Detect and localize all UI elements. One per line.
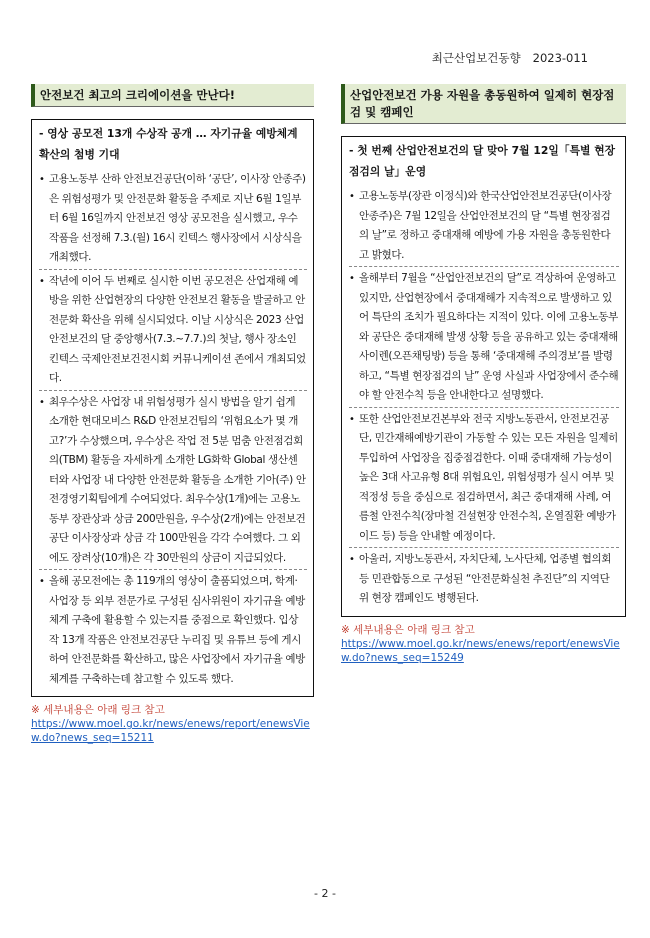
list-item: • 작년에 이어 두 번째로 실시한 이번 공모전은 산업재해 예방을 위한 산업현장의 다양한 안전보건 활동을 발굴하고 안전문화 확산을 위해 실시되었다. 이날 시상식은 2023 산업안전보건의 달 중앙행사(7.3.~7.7.)의 첫날, 행사 장소인 킨텍스 국제안전보건전시회 커뮤니케이션 존에서 개최되었다. — [39, 269, 307, 390]
right-article-box — [341, 136, 626, 617]
bullet-dot-icon: • — [349, 191, 355, 202]
bullet-dot-icon: • — [349, 554, 355, 565]
left-section-title: 안전보건 최고의 크리에이션을 만난다! — [31, 84, 314, 107]
right-section-title: 산업안전보건 가용 자원을 총동원하여 일제히 현장점검 및 캠페인 — [341, 84, 626, 124]
right-column — [341, 84, 626, 665]
right-bullet-list — [349, 185, 619, 610]
list-item: • 아울러, 지방노동관서, 자치단체, 노사단체, 업종별 협의회 등 민관합동으로 구성된 “안전문화실천 추진단”의 지역단위 현장 캠페인도 병행된다. — [349, 547, 619, 610]
page-header — [432, 50, 588, 66]
bullet-dot-icon: • — [39, 275, 45, 287]
bullet-dot-icon: • — [39, 396, 45, 408]
left-reference-link[interactable]: https://www.moel.go.kr/news/enews/report/enewsView.do?news_seq=15211 — [31, 718, 310, 744]
right-subtitle: - 첫 번째 산업안전보건의 달 맞아 7월 12일「특별 현장점검의 날」운영 — [349, 144, 616, 178]
header-issue: 2023-011 — [532, 51, 588, 65]
list-item: • 고용노동부 산하 안전보건공단(이하 ‘공단’, 이사장 안종주)은 위험성평가 및 안전문화 활동을 주제로 지난 6월 1일부터 6월 16일까지 안전보건 영상 공모전을 실시했고, 우수작품을 선정해 7.3.(월) 16시 킨텍스 행사장에서 시상식을 개최했다. — [39, 168, 307, 269]
page-number: - 2 - — [314, 887, 336, 900]
list-item: • 올해부터 7월을 “산업안전보건의 달”로 격상하여 운영하고 있지만, 산업현장에서 중대재해가 지속적으로 발생하고 있어 특단의 조치가 필요하다는 지적이 있다. 이에 고용노동부와 공단은 중대재해 발생 상황 등을 공유하고 있는 중대재해 사이렌(오픈채팅방) 등을 통해 ‘중대재해 주의경보’를 발령하고, “특별 현장점검의 날” 운영 사실과 사업장에서 준수해야 할 안전수칙 등을 안내한다고 설명했다. — [349, 266, 619, 407]
list-item: • 올해 공모전에는 총 119개의 영상이 출품되었으며, 학계·사업장 등 외부 전문가로 구성된 심사위원이 자기규율 예방체계 구축에 활용할 수 있는지를 중점으로 확인했다. 입상작 13개 작품은 안전보건공단 누리집 및 유튜브 등에 게시하여 안전문화를 확산하고, 많은 사업장에서 자기규율 예방체계를 구축하는데 참고할 수 있도록 했다. — [39, 569, 307, 690]
list-item: • 최우수상은 사업장 내 위험성평가 실시 방법을 알기 쉽게 소개한 현대모비스 R&D 안전보건팀의 ‘위험요소가 몇 개고?’가 수상했으며, 우수상은 작업 전 5분 멈춤 안전점검회의(TBM) 활동을 자세하게 소개한 LG화학 Global 생산센터와 사업장 내 다양한 안전문화 활동을 소개한 기아(주) 안전경영기획팀에게 수여되었다. 최우수상(1개)에는 고용노동부 장관상과 상금 200만원을, 우수상(2개)에는 안전보건공단 이사장상과 상금 각 100만원을 각각 수여했다. 그 외에도 장려상(10개)은 각 30만원의 상금이 지급되었다. — [39, 390, 307, 570]
left-article-box — [31, 119, 314, 697]
bullet-dot-icon: • — [39, 576, 45, 587]
list-item: • 또한 산업안전보건본부와 전국 지방노동관서, 안전보건공단, 민간재해예방기관이 가동할 수 있는 모든 자원을 일제히 투입하여 사업장을 집중점검한다. 이때 중대재해 가능성이 높은 3대 사고유형 8대 위험요인, 위험성평가 실시 여부 및 적정성 등을 중심으로 점검하면서, 최근 중대재해 사례, 여름철 안전수칙(장마철 건설현장 안전수칙, 온열질환 예방가이드 등) 등을 안내할 예정이다. — [349, 407, 619, 548]
header-title: 최근산업보건동향 — [431, 51, 521, 65]
right-reference-note: ※ 세부내용은 아래 링크 참고 — [341, 623, 475, 636]
right-reference-link[interactable]: https://www.moel.go.kr/news/enews/report/enewsView.do?news_seq=15249 — [341, 637, 620, 664]
bullet-dot-icon: • — [39, 174, 45, 185]
left-bullet-list — [39, 168, 307, 690]
left-column — [31, 84, 314, 745]
list-item: • 고용노동부(장관 이정식)와 한국산업안전보건공단(이사장 안종주)은 7월 12일을 산업안전보건의 달 “특별 현장점검의 날”로 정하고 중대재해 예방에 가용 자원을 총동원한다고 밝혔다. — [349, 185, 619, 266]
left-subtitle: - 영상 공모전 13개 수상작 공개 … 자기규율 예방체계 확산의 첨병 기대 — [39, 127, 298, 161]
bullet-dot-icon: • — [349, 413, 355, 425]
left-reference-note: ※ 세부내용은 아래 링크 참고 — [31, 704, 165, 716]
bullet-dot-icon: • — [349, 273, 355, 284]
